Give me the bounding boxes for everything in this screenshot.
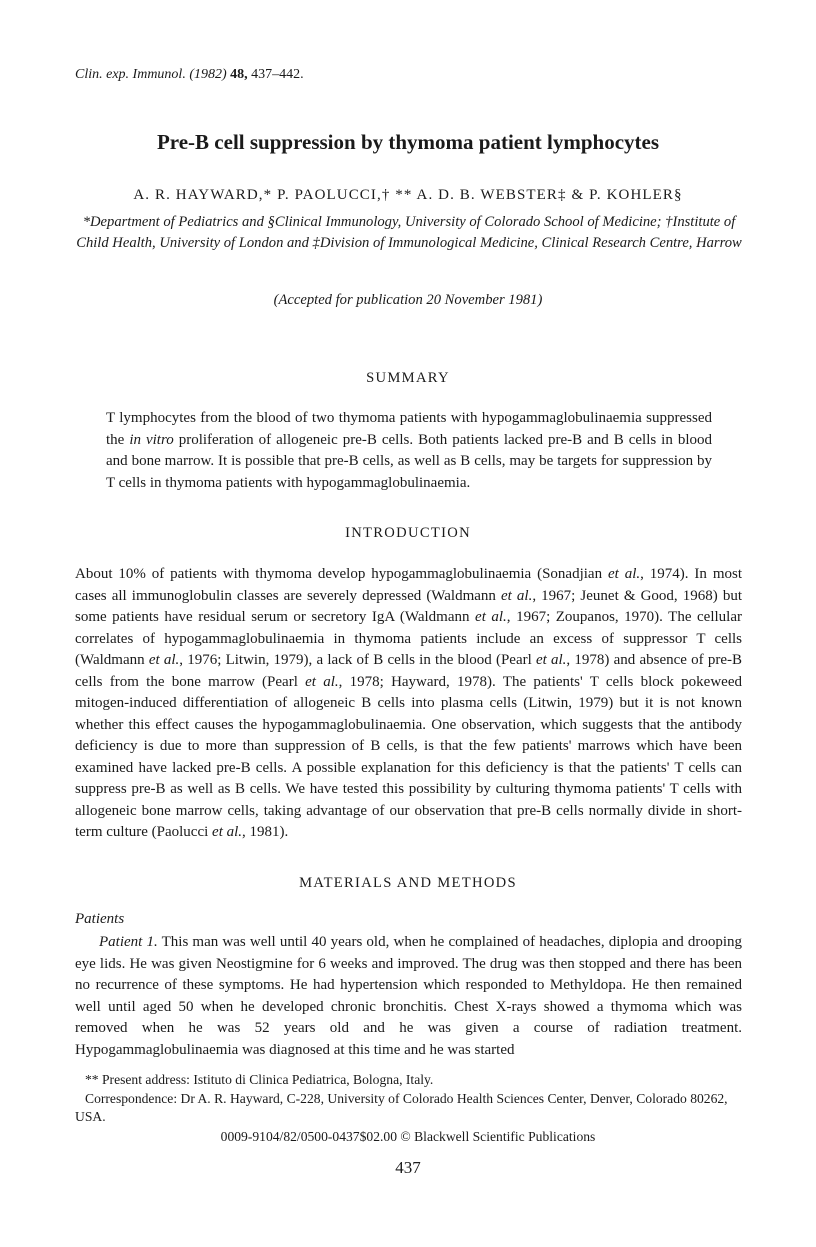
patient1-lead: Patient 1. xyxy=(99,934,158,950)
summary-paragraph xyxy=(106,408,712,494)
journal-name: Clin. exp. Immunol. xyxy=(75,67,186,82)
journal-pages: 437–442. xyxy=(251,67,304,82)
author-list: A. R. HAYWARD,* P. PAOLUCCI,† ** A. D. B. WEBSTER‡ & P. KOHLER§ xyxy=(133,187,683,203)
intro-text-6: , 1978) and absence of pre-B cells from the bone marrow (Pearl xyxy=(75,652,742,690)
article-title: Pre-B cell suppression by thymoma patient lymphocytes xyxy=(156,130,660,154)
intro-text-3: , 1967; Jeunet & Good, 1968) but some patients have residual serum or secretory IgA (Waldmann xyxy=(75,587,743,625)
intro-et-al: et al. xyxy=(608,566,641,582)
intro-et-al: et al. xyxy=(305,673,339,690)
intro-text-1: About 10% of patients with thymoma develop hypogammaglobulinaemia (Sonadjian xyxy=(75,566,608,582)
author-affiliations: *Department of Pediatrics and §Clinical Immunology, University of Colorado School of Medicine; †Institute of Child Health, University of London and ‡Division of Immunological Medicine, Clinical Research Centre, Harrow xyxy=(76,214,742,251)
acceptance-date: (Accepted for publication 20 November 1981) xyxy=(273,292,543,308)
intro-text-5: , 1976; Litwin, 1979), a lack of B cells in the blood (Pearl xyxy=(179,652,536,668)
copyright-line: 0009-9104/82/0500-0437$02.00 © Blackwell Scientific Publications xyxy=(220,1129,596,1144)
summary-text-2: proliferation of allogeneic pre-B cells. Both patients lacked pre-B and B cells in blood and bone marrow. It is possible that pre-B cells, as well as B cells, may be targets for suppression by T cells in thymoma patients with hypogammaglobulinaemia. xyxy=(106,431,712,491)
journal-year: (1982) xyxy=(189,67,227,82)
intro-et-al: et al. xyxy=(148,652,180,668)
intro-text-8: , 1981). xyxy=(242,824,289,840)
intro-et-al: et al. xyxy=(501,587,533,604)
intro-et-al: et al. xyxy=(212,824,243,840)
intro-text-4: , 1967; Zoupanos, 1970). The cellular correlates of hypogammaglobulinaemia in thymoma patients include an excess of suppressor T cells (Waldmann xyxy=(75,609,742,668)
footnote-present-address: ** Present address: Istituto di Clinica Pediatrica, Bologna, Italy. xyxy=(85,1072,434,1087)
intro-text-7: , 1978; Hayward, 1978). The patients' T cells block pokeweed mitogen-induced differentiation of allogeneic B cells into plasma cells (Litwin, 1979) but it is not known whether this effect causes the hypogammaglobulinaemia. One observation, which suggests that the antibody deficiency is due to more than suppression of B cells, is that the few patients' marrows which have been examined have lacked pre-B cells. A possible explanation for this deficiency is that the patients' T cells can suppress pre-B as well as B cells. We have tested this possibility by culturing thymoma patients' T cells with allogeneic bone marrow cells, taking advantage of our observation that pre-B cells normally divide in short-term culture (Paolucci xyxy=(75,673,742,840)
patient1-text: This man was well until 40 years old, when he complained of headaches, diplopia and drooping eye lids. He was given Neostigmine for 6 weeks and improved. The drug was then stopped and there has been no recurrence of these symptoms. He had hypertension which responded to Methyldopa. He then remained well until aged 50 when he developed chronic bronchitis. Chest X-rays showed a thymoma which was removed when he was 52 years old and he was given a course of radiation treatment. Hypogammaglobulinaemia was diagnosed at this time and he was started xyxy=(75,934,743,1058)
patients-subheading: Patients xyxy=(75,911,125,927)
intro-et-al: et al. xyxy=(475,609,507,625)
introduction-paragraph xyxy=(75,564,742,844)
footnote-correspondence: Correspondence: Dr A. R. Hayward, C-228, University of Colorado Health Sciences Center, Denver, Colorado 80262, USA. xyxy=(75,1090,728,1124)
intro-text-2: , 1974). In most cases all immunoglobulin classes are severely depressed (Waldmann xyxy=(75,566,742,604)
summary-italic-in-vitro: in vitro xyxy=(129,431,174,448)
introduction-heading: INTRODUCTION xyxy=(345,525,471,541)
intro-et-al: et al. xyxy=(535,652,567,668)
summary-text-1: T lymphocytes from the blood of two thymoma patients with hypogammaglobulinaemia suppressed the xyxy=(106,410,712,448)
methods-heading: MATERIALS AND METHODS xyxy=(299,875,517,891)
patient1-paragraph xyxy=(75,932,742,1061)
page-number: 437 xyxy=(395,1158,421,1177)
summary-heading: SUMMARY xyxy=(366,370,450,386)
journal-volume: 48, xyxy=(230,67,248,82)
journal-citation xyxy=(75,67,304,83)
footnotes xyxy=(75,1071,742,1127)
